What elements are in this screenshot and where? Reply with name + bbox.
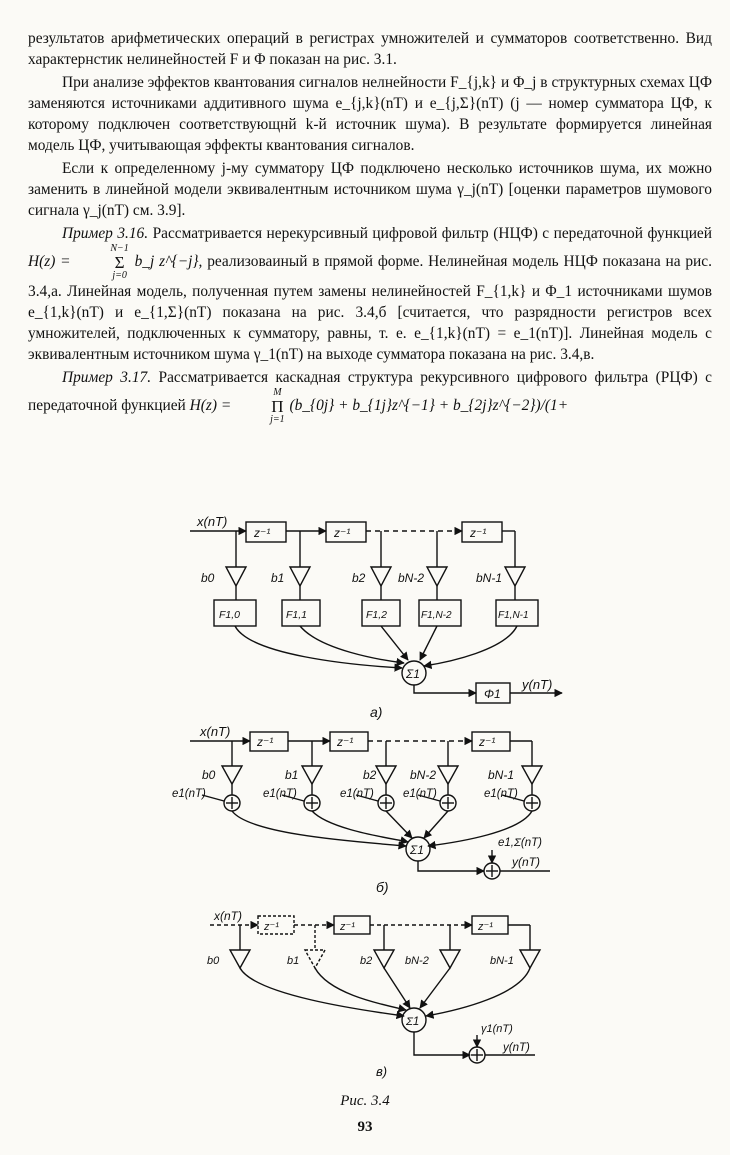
coeff-bN-1: bN-1 — [488, 768, 515, 782]
example-label: Пример 3.17. — [62, 369, 152, 386]
sum-symbol: Σ — [114, 253, 125, 272]
example-text-a: Рассматривается нерекурсивный цифровой фильтр (НЦФ) с передаточной функцией — [152, 225, 712, 242]
multiplier-triangle — [505, 567, 525, 586]
figure-caption: Рис. 3.4 — [340, 1093, 390, 1109]
delay-label: z⁻¹ — [479, 735, 496, 749]
multiplier-triangle — [226, 567, 246, 586]
coeff-b1: b1 — [287, 955, 300, 967]
nonlin-label: F1,N-2 — [421, 610, 452, 621]
formula-h: H(z) = — [189, 397, 232, 415]
delay-label: z⁻¹ — [264, 921, 279, 933]
phi-label: Φ1 — [484, 687, 501, 701]
formula-tail: b_j z^{−j}, — [134, 253, 203, 271]
noise-label: e1(nT) — [263, 788, 297, 800]
coeff-b1: b1 — [285, 768, 299, 782]
coeff-bN-2: bN-2 — [405, 955, 429, 967]
panel-a-label: а) — [370, 704, 383, 720]
coeff-b0: b0 — [201, 571, 215, 585]
formula-tail: (b_{0j} + b_{1j}z^{−1} + b_{2j}z^{−2})/(1+ — [289, 397, 569, 415]
example-label: Пример 3.16. — [62, 225, 149, 242]
delay-label: z⁻¹ — [257, 735, 274, 749]
gamma-label: γ1(nT) — [481, 1023, 513, 1035]
product-upper-limit: M — [273, 387, 282, 398]
multiplier-triangle — [427, 567, 447, 586]
coeff-b2: b2 — [363, 768, 377, 782]
noise-label: e1(nT) — [172, 788, 206, 800]
output-label: y(nT) — [522, 677, 553, 692]
sum-label: Σ1 — [406, 1016, 420, 1028]
paragraph-2: При анализе эффектов квантования сигналов нелнейности F_{j,k} и Φ_j в структурных схемах ЦФ заменяются источниками аддитивного шума e_{j,k}(nT) и e_{j,Σ}(nT) (j — номер сумматора ЦФ, к которому подключен соответствующнй k-й источник шума). В результате формируется линейная модель ЦФ, учитывающая эффекты квантования сигналов. — [28, 74, 712, 154]
nonlin-label: F1,0 — [219, 609, 241, 621]
nonlin-label: F1,2 — [366, 609, 388, 621]
nonlin-label: F1,1 — [286, 609, 308, 621]
input-label: x(nT) — [214, 909, 242, 923]
noise-label: e1(nT) — [340, 788, 374, 800]
product-lower-limit: j=1 — [270, 414, 285, 425]
coeff-b2: b2 — [352, 571, 366, 585]
coeff-bN-1: bN-1 — [476, 571, 503, 585]
panel-b-diagram — [190, 732, 550, 879]
sum-noise-label: e1,Σ(nT) — [498, 837, 542, 849]
formula-h: H(z) = — [28, 253, 71, 271]
page-number: 93 — [357, 1119, 373, 1135]
example-text-b: реализоваиный в прямой форме. Нелинейная модель НЦФ показана на рис. 3.4,а. Линейная модель, полученная путем замены нелинейностей F_{1,k} и Φ_1 источниками шумов e_{1,k}(nT) и e_{1,Σ}(nT) показана на рис. 3.4,б [считается, что разрядности регистров всех умножителей, подключенных к сумматору, равны, т. е. e_{1,k}(nT) = e_1(nT)]. Линейная модель с эквивалентным источником шума γ_1(nT) на выходе сумматора показана на рис. 3.4,в. — [28, 253, 712, 363]
delay-label: z⁻¹ — [478, 921, 493, 933]
example-text-a: Рассматривается каскадная структура рекурсивного цифрового фильтра (РЦФ) с передаточной функцией — [28, 369, 713, 415]
sum-label: Σ1 — [406, 667, 420, 681]
output-label: y(nT) — [512, 855, 540, 869]
coeff-b0: b0 — [207, 955, 220, 967]
panel-c-diagram — [210, 916, 540, 1063]
nonlin-label: F1,N-1 — [498, 610, 529, 621]
noise-label: e1(nT) — [403, 788, 437, 800]
input-label: x(nT) — [200, 724, 231, 739]
delay-label: z⁻¹ — [334, 526, 351, 540]
input-label: x(nT) — [197, 514, 228, 529]
noise-label: e1(nT) — [484, 788, 518, 800]
coeff-b2: b2 — [360, 955, 373, 967]
paragraph-1: результатов арифметических операций в регистрах умножителей и сумматоров соответственно. Вид характернстик нелинейностей F и Φ показан на рис. 3.1. — [28, 30, 712, 68]
multiplier-triangle — [371, 567, 391, 586]
sum-lower-limit: j=0 — [112, 270, 127, 281]
product-symbol: Π — [271, 397, 284, 416]
delay-label: z⁻¹ — [337, 735, 354, 749]
paragraph-3: Если к определенному j-му сумматору ЦФ подключено несколько источников шума, их можно заменить в линейной модели эквивалентным источником шума γ_j(nT) [оценки параметров шумового сигнала γ_j(nT) см. 3.9]. — [28, 160, 712, 219]
sum-label: Σ1 — [410, 843, 424, 857]
coeff-bN-2: bN-2 — [410, 768, 437, 782]
delay-label: z⁻¹ — [470, 526, 487, 540]
panel-b-label: б) — [376, 879, 389, 895]
sum-upper-limit: N−1 — [110, 243, 129, 254]
panel-c-label: в) — [376, 1064, 388, 1079]
coeff-b0: b0 — [202, 768, 216, 782]
coeff-bN-2: bN-2 — [398, 571, 425, 585]
delay-label: z⁻¹ — [340, 921, 355, 933]
multiplier-triangle — [290, 567, 310, 586]
coeff-b1: b1 — [271, 571, 285, 585]
delay-label: z⁻¹ — [254, 526, 271, 540]
output-label: y(nT) — [503, 1042, 530, 1054]
coeff-bN-1: bN-1 — [490, 955, 514, 967]
